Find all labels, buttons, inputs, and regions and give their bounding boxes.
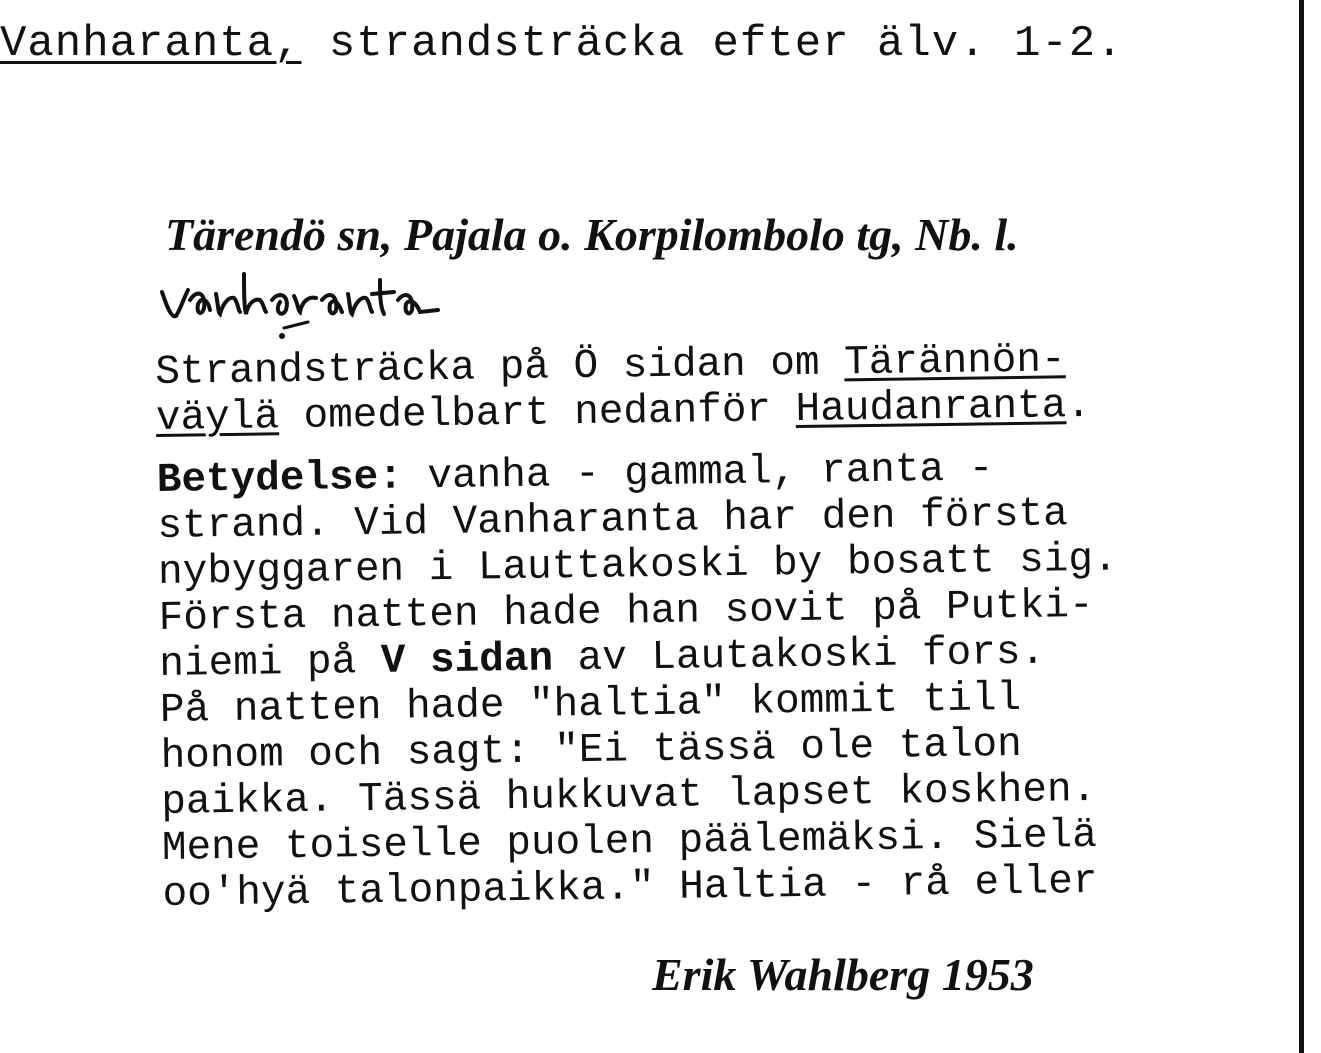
referenced-place-name: Haudanranta [795, 383, 1067, 434]
text-line: honom och sagt: "Ei tässä ole talon [160, 721, 1023, 780]
text-line: niemi på [159, 638, 382, 688]
text-line: omedelbart nedanför [278, 387, 796, 441]
text-line: Första natten hade han sovit på Putki- [158, 582, 1094, 642]
referenced-place-name: väylä [155, 394, 280, 442]
text-line: nybyggaren i Lauttakoski by bosatt sig. [157, 536, 1118, 596]
text-line: På natten hade "haltia" kommit till [159, 675, 1022, 734]
text-line: vanha - gammal, ranta - [402, 446, 994, 501]
text-line: V sidan [380, 636, 554, 685]
parish-line: Tärendö sn, Pajala o. Korpilombolo tg, Nb. l. [165, 209, 1019, 260]
signature: Erik Wahlberg 1953 [652, 949, 1034, 1000]
card-edge-line [1299, 0, 1304, 1053]
card-body-text [155, 334, 1293, 918]
card-header [0, 16, 1124, 72]
meaning-label: Betydelse: [156, 454, 404, 504]
text-line: . [1065, 382, 1092, 430]
place-description: strandsträcka efter älv. 1-2. [328, 19, 1124, 69]
text-line: Strandsträcka på Ö sidan om [155, 340, 845, 396]
referenced-place-name: Tärännön- [843, 337, 1066, 387]
handwritten-pronunciation [158, 270, 558, 350]
text-line: av Lautakoski fors. [552, 629, 1046, 683]
text-line: paikka. Tässä hukkuvat lapset koskhen. [161, 766, 1097, 826]
place-name: Vanharanta, [0, 19, 302, 69]
text-line: strand. Vid Vanharanta har den första [157, 491, 1069, 550]
text-line: oo'hyä talonpaikka." Haltia - rå eller [162, 858, 1098, 918]
text-line: Mene toiselle puolen päälemäksi. Sielä [161, 812, 1098, 872]
